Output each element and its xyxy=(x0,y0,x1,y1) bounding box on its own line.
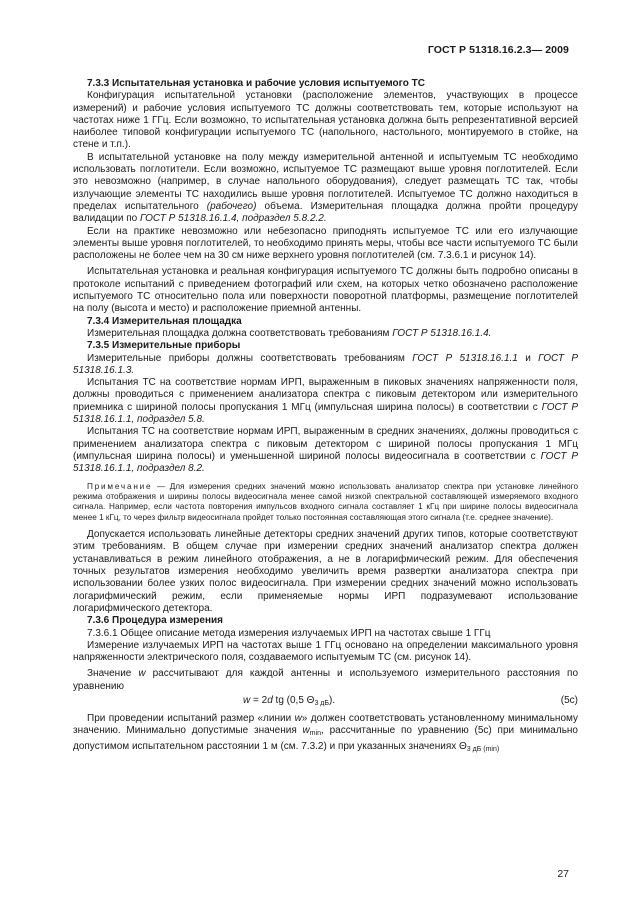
paragraph: Если на практике невозможно или небезопасно приподнять испытуемое ТС или его излучающие элементы выше уровня поглотителей, то необходимо принять меры, чтобы все части испытуемого ТС были расположены не более чем на 30 см ниже верхнего уровня поглотителей (см. 7.3.6.1 и рисунок 14). xyxy=(73,225,578,262)
page-number: 27 xyxy=(557,868,569,880)
note: Примечание — Для измерения средних значений можно использовать анализатор спектра при установке линейного режима отображения и ширины полосы видеосигнала менее самой низкой спектральной составляющей измеряемого входного сигнала. Например, если частота повторения импульсов входного сигнала составляет 1 кГц при ширине полосы видеосигнала менее 1 кГц, то через фильтр видеосигнала пройдет только постоянная составляющая этого сигнала (т.е. среднее значение). xyxy=(73,481,578,522)
subsection-heading-7-3-6-1: 7.3.6.1 Общее описание метода измерения излучаемых ИРП на частотах свыше 1 ГГц xyxy=(87,627,491,639)
paragraph: Испытания ТС на соответствие нормам ИРП, выраженным в средних значениях, должны проводиться с применением анализатора спектра с пиковым детектором с шириной полосы пропускания 1 МГц (импульсная ширина полосы) и уменьшенной шириной полосы видеосигнала в соответствии с ГОСТ Р 51318.16.1.1, подраздел 8.2. xyxy=(73,426,578,475)
document-body xyxy=(73,78,578,756)
equation-number: (5с) xyxy=(560,694,578,706)
section-heading-7-3-4: 7.3.4 Измерительная площадка xyxy=(87,315,242,327)
paragraph: При проведении испытаний размер «линии w» должен соответствовать установленному минимальному значению. Минимально допустимые значения $w_{min}$, рассчитанные по уравнению (5с) при минимально допустимом испытательном расстоянии 1 м (см. 7.3.2) и при указанных значениях $\Theta_{3 дБ (min)}$ xyxy=(73,712,578,753)
paragraph: Измерительные приборы должны соответствовать требованиям ГОСТ Р 51318.16.1.1 и ГОСТ Р 51318.16.1.3. xyxy=(73,352,578,376)
paragraph: Измерение излучаемых ИРП на частотах выше 1 ГГц основано на определении максимального уровня напряженности электрического поля, создаваемого испытуемым ТС (см. рисунок 14). xyxy=(73,639,578,664)
paragraph: Измерительная площадка должна соответствовать требованиям ГОСТ Р 51318.16.1.4. xyxy=(87,327,492,339)
paragraph: В испытательной установке на полу между измерительной антенной и испытуемым ТС необходимо использовать поглотители. Если возможно, испытуемое ТС размещают выше уровня поглотителей. Если это невозможно (например, в случае напольного оборудования), следует размещать ТС так, чтобы излучающие элементы ТС находились выше уровня поглотителей. Испытуемое ТС должно находиться в пределах испытательного (рабочего) объема. Измерительная площадка должна пройти процедуру валидации по ГОСТ Р 51318.16.1.4, подраздел 5.8.2.2. xyxy=(73,151,578,225)
section-heading-7-3-6: 7.3.6 Процедура измерения xyxy=(87,615,224,627)
equation-5c xyxy=(73,695,578,709)
paragraph: Испытания ТС на соответствие нормам ИРП, выраженным в пиковых значениях напряженности поля, должны проводиться с применением анализатора спектра с пиковым детектором или измерительного приемника с шириной полосы пропускания 1 МГц (импульсная ширина полосы) в соответствии с ГОСТ Р 51318.16.1.1, подраздел 5.8. xyxy=(73,377,578,426)
paragraph: Значение w рассчитывают для каждой антенны и используемого измерительного расстояния по уравнению xyxy=(73,668,579,692)
paragraph: Допускается использовать линейные детекторы средних значений других типов, которые соответствуют этим требованиям. В общем случае при измерении средних значений анализатор спектра должен устанавливаться в режим линейного отображения, а не в логарифмический режим. Для обеспечения точных результатов измерения необходимо увеличить время развертки анализатора спектра при использовании более узких полос видеосигнала. При измерении средних значений можно использовать логарифмический режим, если применяемые нормы ИРП подразумевают использование логарифмического детектора. xyxy=(73,529,578,614)
section-heading-7-3-3: 7.3.3 Испытательная установка и рабочие условия испытуемого ТС xyxy=(87,78,425,89)
document-code-header: ГОСТ Р 51318.16.2.3— 2009 xyxy=(427,44,569,56)
paragraph: Испытательная установка и реальная конфигурация испытуемого ТС должны быть подробно описаны в протоколе испытаний с приведением фотографий или схем, на которых четко обозначено расположение испытуемого ТС относительно пола или поверхности поворотной платформы, размещение поглотителей на полу (высота и место) и расположение приемной антенны. xyxy=(73,266,578,315)
paragraph: Конфигурация испытательной установки (расположение элементов, участвующих в процессе измерений) и рабочие условия испытуемого ТС должны соответствовать тем, которые используют на частотах ниже 1 ГГц. Если возможно, то испытательная установка должна быть репрезентативной версией наиболее типовой конфигурации испытуемого ТС (напольного, настольного, монтируемого в стойке, на стене и т.п.). xyxy=(73,90,578,151)
note-label: Примечание xyxy=(87,481,153,491)
section-heading-7-3-5: 7.3.5 Измерительные приборы xyxy=(87,340,241,352)
equation-expression: w = 2d tg (0,5 $\Theta_{3 дБ}$). xyxy=(243,694,336,707)
